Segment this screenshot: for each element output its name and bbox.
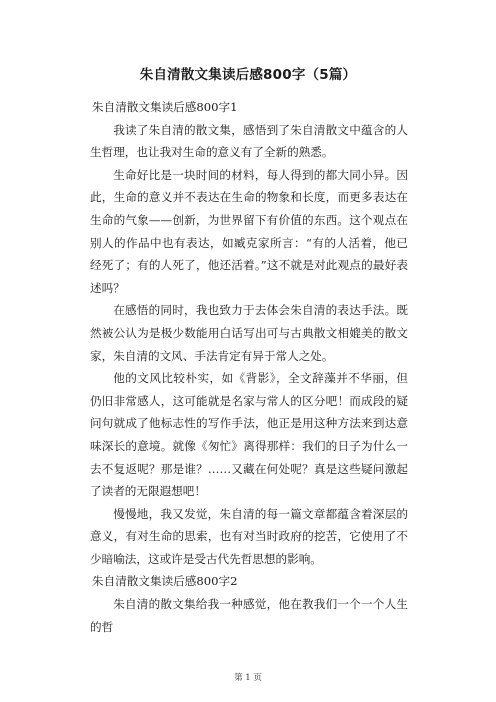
paragraph: 生命好比是一块时间的材料，每人得到的都大同小异。因此，生命的意义并不表达在生命的物象和长度，而更多表达在生命的气象——创新，为世界留下有价值的东西。这个观点在别人的作品中也有表达，如臧克家所言：“有的人活着，他已经死了；有的人死了，他还活着。”这不就是对此观点的最好表述吗？ <box>90 167 408 295</box>
paragraph: 他的文风比较朴实，如《背影》，全文辞藻并不华丽，但仍旧非常感人，这可能就是名家与常人的区分吧！而成段的疑问句就成了他标志性的写作手法，他正是用这种方法来到达意味深长的意境。就像《匆忙》离得那样：我们的日子为什么一去不复返呢？那是谁？……又藏在何处呢？真是这些疑问激起了读者的无限遐想吧！ <box>90 371 408 499</box>
paragraph: 我读了朱自清的散文集，感悟到了朱自清散文中蕴含的人生哲理，也让我对生命的意义有了全新的熟悉。 <box>90 122 408 160</box>
section-heading: 朱自清散文集读后感800字2 <box>92 574 238 589</box>
paragraph: 在感悟的同时，我也致力于去体会朱自清的表达手法。既然被公认为是极少数能用白话写出可与古典散文相媲美的散文家，朱自清的文风、手法肯定有异于常人之处。 <box>90 303 408 363</box>
document-body <box>90 96 408 638</box>
paragraph: 朱自清的散文集给我一种感觉，他在教我们一个一个人生的哲 <box>90 597 408 634</box>
section-heading: 朱自清散文集读后感800字1 <box>92 100 238 114</box>
document-title: 朱自清散文集读后感800字（5篇） <box>139 67 357 83</box>
page-number: 第 1 页 <box>234 673 262 683</box>
paragraph: 慢慢地，我又发觉，朱自清的每一篇文章都蕴含着深层的意义，有对生命的思索，也有对当时政府的挖苦，它使用了不少暗喻法，这或许是受古代先哲思想的影响。 <box>90 506 408 566</box>
